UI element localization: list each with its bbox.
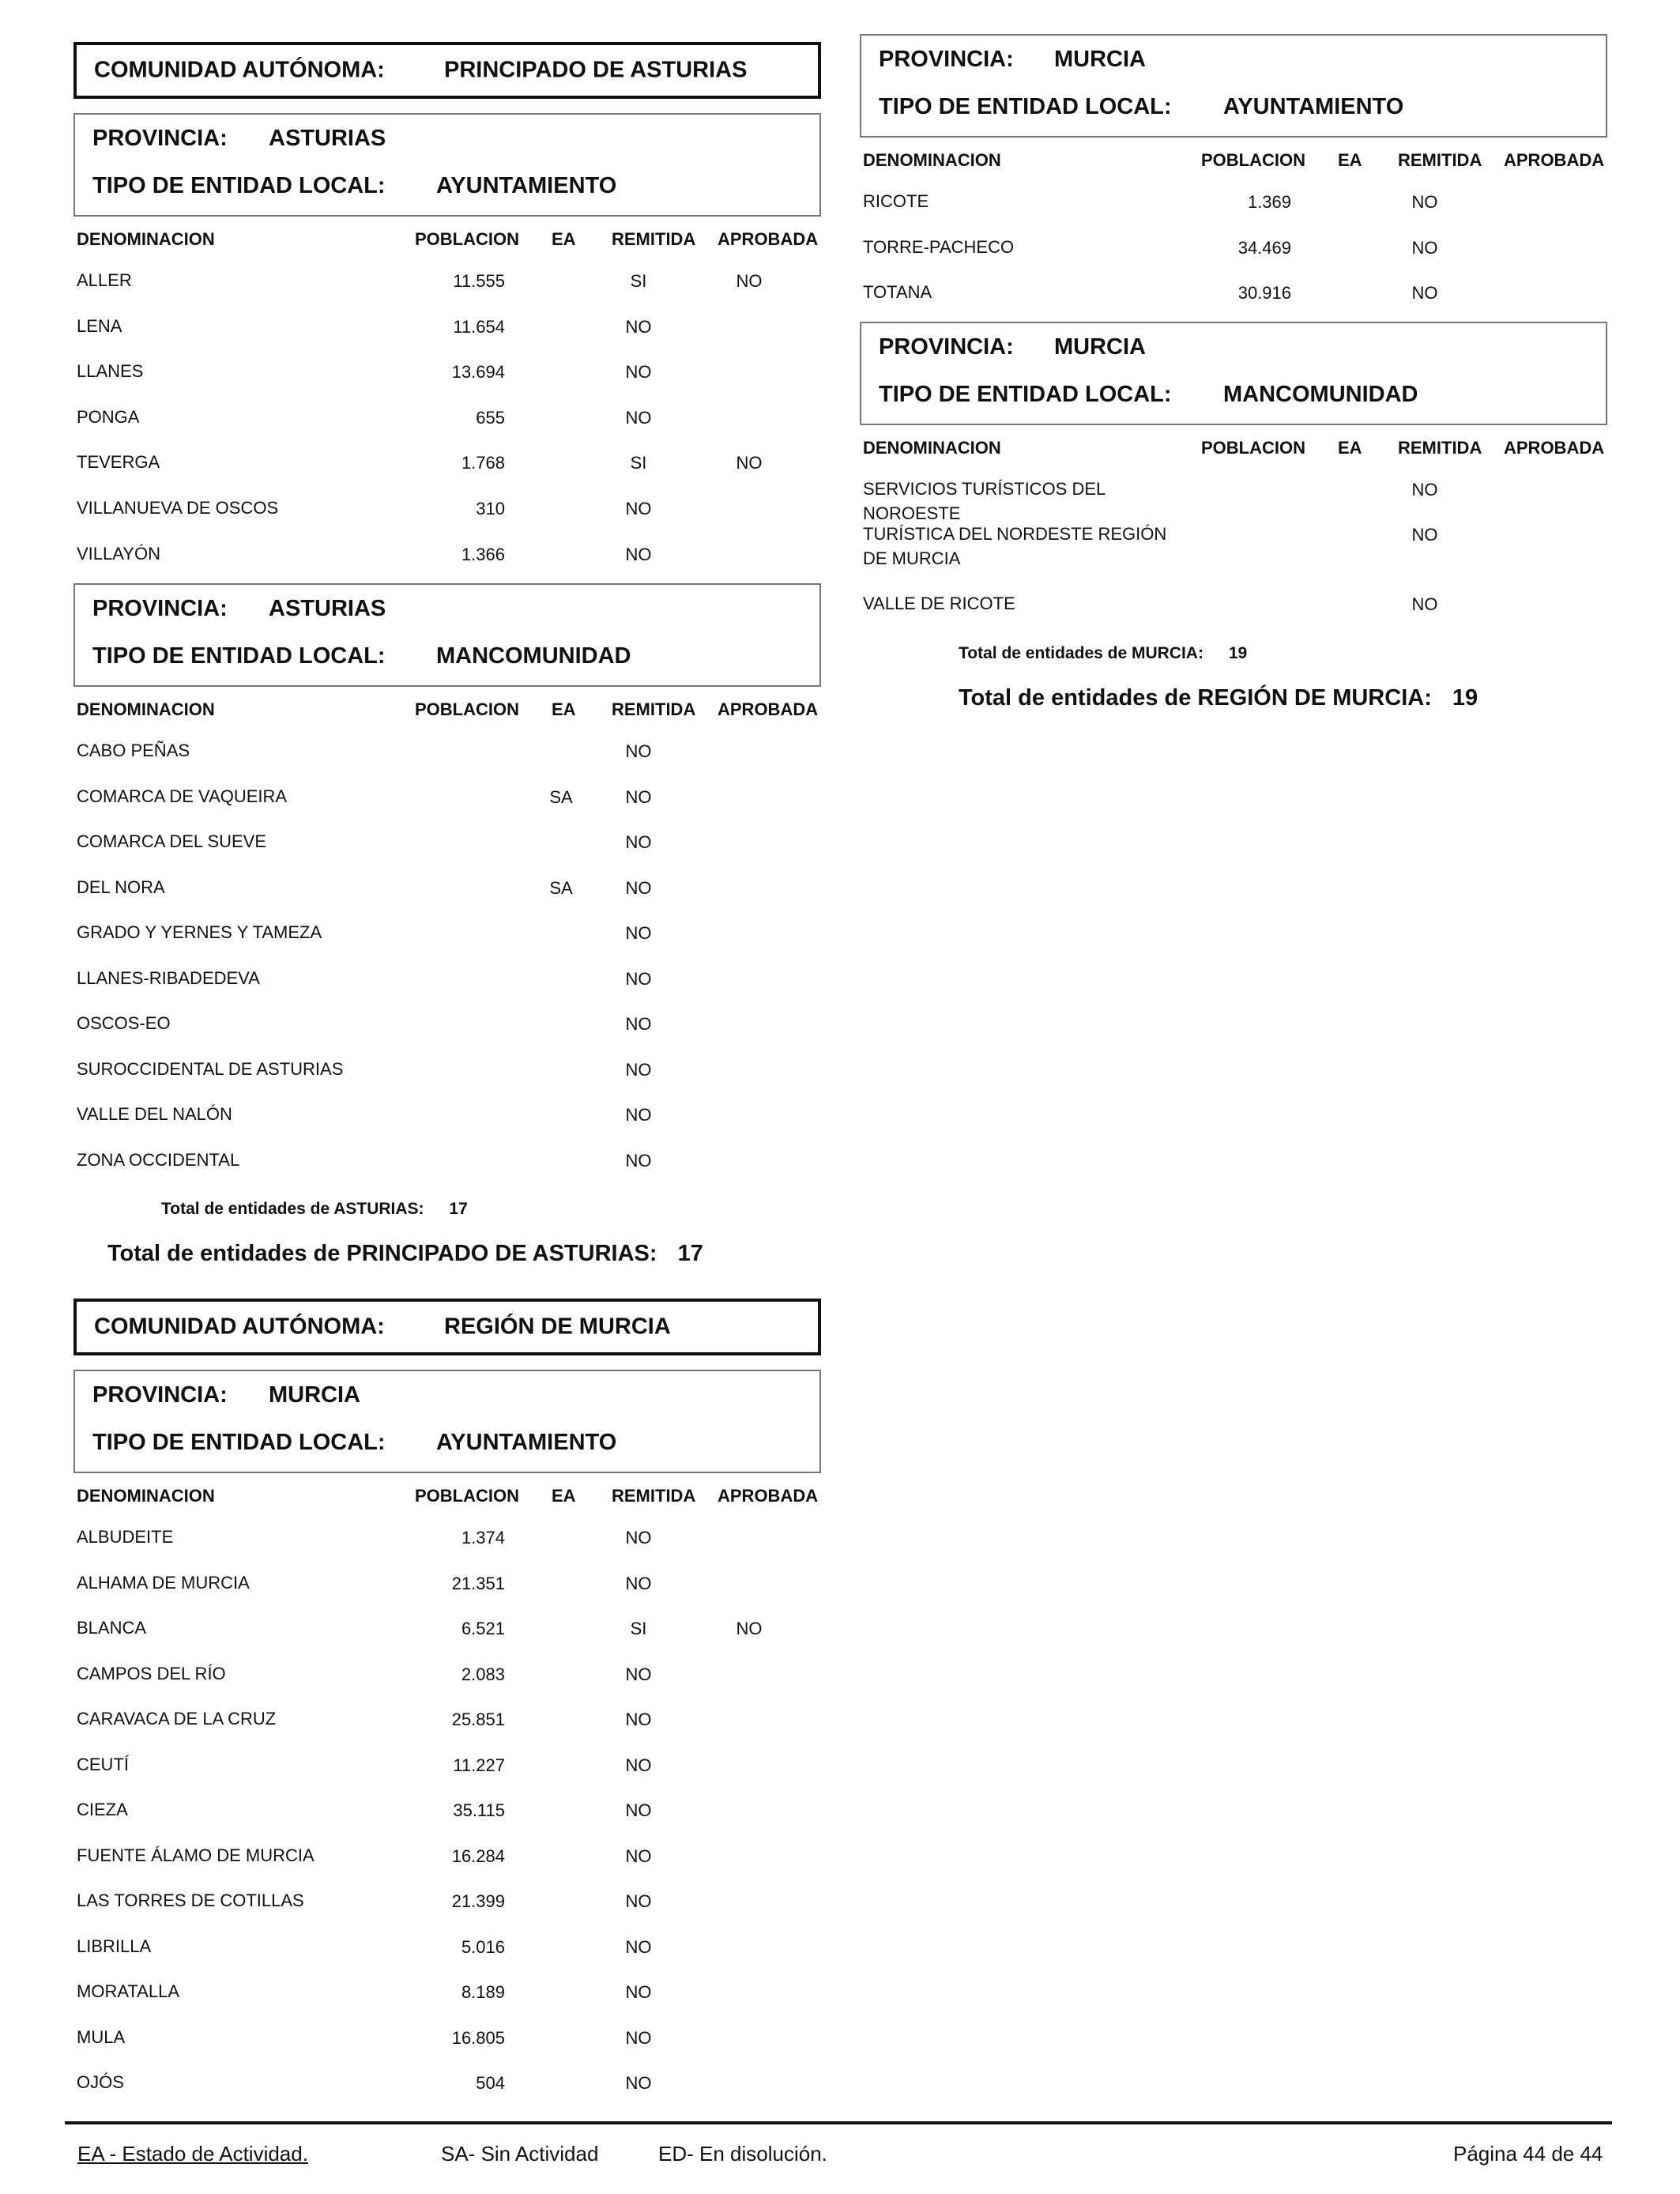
- col-remitida: REMITIDA: [1398, 438, 1482, 458]
- cell-remitida: NO: [625, 877, 652, 898]
- total-comunidad-label: Total de entidades de REGIÓN DE MURCIA:: [959, 685, 1432, 711]
- cell-poblacion: 11.227: [453, 1755, 505, 1775]
- cell-denominacion: TORRE-PACHECO: [863, 236, 1015, 257]
- table-row: [73, 735, 821, 767]
- comunidad-value: PRINCIPADO DE ASTURIAS: [444, 57, 748, 83]
- cell-remitida: NO: [1411, 594, 1438, 614]
- cell-remitida: NO: [625, 1800, 652, 1820]
- cell-poblacion: 21.399: [451, 1891, 505, 1911]
- cell-denominacion: CARAVACA DE LA CRUZ: [77, 1709, 277, 1728]
- cell-remitida: NO: [625, 362, 652, 383]
- col-ea: EA: [552, 699, 576, 719]
- cell-remitida: NO: [625, 544, 652, 564]
- provincia-label: PROVINCIA:: [92, 1382, 228, 1408]
- cell-poblacion: 25.851: [451, 1710, 505, 1729]
- table-row: [73, 781, 821, 812]
- cell-poblacion: 30.916: [1237, 283, 1291, 303]
- cell-remitida: NO: [625, 968, 652, 989]
- total-comunidad: [107, 1241, 703, 1267]
- cell-denominacion: MORATALLA: [77, 1981, 179, 2001]
- provincia-label: PROVINCIA:: [879, 334, 1014, 360]
- provincia-value: MURCIA: [269, 1382, 360, 1408]
- provincia-value: MURCIA: [1054, 47, 1146, 72]
- cell-poblacion: 21.351: [451, 1573, 505, 1593]
- table-row: [860, 518, 1607, 568]
- total-provincia-value: 19: [1228, 644, 1248, 662]
- tipo-value: AYUNTAMIENTO: [436, 173, 617, 198]
- cell-denominacion: ZONA OCCIDENTAL: [77, 1149, 240, 1170]
- provincia-value: ASTURIAS: [269, 126, 386, 151]
- cell-denominacion: LLANES-RIBADEDEVA: [77, 967, 260, 988]
- cell-poblacion: 1.366: [461, 544, 505, 564]
- page-number: Página 44 de 44: [1453, 2142, 1603, 2166]
- cell-denominacion: VILLAYÓN: [77, 543, 160, 564]
- cell-poblacion: 655: [476, 407, 505, 428]
- cell-remitida: NO: [1411, 192, 1438, 212]
- table-row: [73, 963, 821, 994]
- comunidad-box-asturias: [73, 42, 821, 99]
- table-row: [73, 1008, 821, 1039]
- cell-poblacion: 2.083: [461, 1664, 505, 1684]
- table-row: [73, 1658, 821, 1690]
- table-row: [73, 447, 821, 478]
- table-header: [73, 223, 821, 254]
- total-comunidad-label: Total de entidades de PRINCIPADO DE ASTURIAS:: [107, 1241, 657, 1266]
- col-denominacion: DENOMINACION: [77, 229, 215, 249]
- footer-ed-legend: ED- En disolución.: [658, 2142, 827, 2166]
- col-aprobada: APROBADA: [718, 1486, 819, 1506]
- cell-remitida: NO: [625, 2027, 652, 2048]
- cell-remitida: NO: [625, 1936, 652, 1957]
- col-ea: EA: [1338, 150, 1362, 170]
- cell-denominacion: ALLER: [77, 270, 132, 290]
- cell-denominacion: TEVERGA: [77, 452, 160, 473]
- tipo-value: AYUNTAMIENTO: [1223, 94, 1404, 119]
- table-row: [860, 473, 1607, 523]
- footer-divider: [65, 2121, 1612, 2124]
- cell-remitida: NO: [625, 1710, 652, 1729]
- cell-remitida: NO: [625, 1059, 652, 1080]
- cell-remitida: NO: [625, 741, 652, 761]
- cell-remitida: NO: [1411, 525, 1438, 545]
- cell-denominacion: OSCOS-EO: [77, 1013, 171, 1033]
- total-provincia: [161, 1200, 468, 1219]
- cell-remitida: NO: [625, 1105, 652, 1125]
- table-row: [73, 492, 821, 524]
- cell-remitida: NO: [625, 407, 652, 428]
- cell-remitida: NO: [625, 499, 652, 518]
- tipo-value: MANCOMUNIDAD: [1223, 382, 1418, 407]
- col-denominacion: DENOMINACION: [863, 438, 1001, 458]
- table-row: [73, 1612, 821, 1644]
- tipo-label: TIPO DE ENTIDAD LOCAL:: [92, 1430, 386, 1455]
- total-provincia-value: 17: [449, 1200, 468, 1218]
- cell-denominacion: PONGA: [77, 406, 140, 427]
- col-remitida: REMITIDA: [612, 699, 696, 719]
- cell-denominacion: DEL NORA: [77, 876, 165, 897]
- col-poblacion: POBLACION: [415, 229, 519, 249]
- tipo-label: TIPO DE ENTIDAD LOCAL:: [92, 173, 386, 198]
- provincia-box: [73, 1370, 821, 1473]
- cell-remitida: NO: [625, 1891, 652, 1911]
- cell-poblacion: 1.369: [1247, 192, 1291, 212]
- table-row: [860, 277, 1607, 308]
- table-row: [73, 917, 821, 948]
- col-aprobada: APROBADA: [1504, 150, 1605, 170]
- table-row: [73, 1794, 821, 1826]
- cell-remitida: SI: [630, 453, 647, 473]
- cell-denominacion: LLANES: [77, 361, 144, 382]
- col-denominacion: DENOMINACION: [77, 699, 215, 719]
- table-row: [73, 1885, 821, 1917]
- cell-remitida: NO: [625, 1755, 652, 1775]
- col-remitida: REMITIDA: [612, 1486, 696, 1506]
- provincia-box: [860, 322, 1607, 425]
- comunidad-label: COMUNIDAD AUTÓNOMA:: [94, 1314, 385, 1340]
- cell-poblacion: 16.284: [451, 1845, 505, 1866]
- cell-remitida: NO: [1411, 237, 1438, 258]
- table-row: [73, 1703, 821, 1735]
- cell-remitida: NO: [625, 923, 652, 943]
- col-ea: EA: [1338, 438, 1362, 458]
- cell-denominacion: TURÍSTICA DEL NORDESTE REGIÓN DE MURCIA: [863, 524, 1167, 568]
- table-header: [860, 432, 1607, 463]
- cell-denominacion: ALBUDEITE: [77, 1527, 174, 1547]
- provincia-box: [73, 113, 821, 217]
- cell-remitida: NO: [625, 2073, 652, 2093]
- col-poblacion: POBLACION: [415, 699, 519, 719]
- table-row: [73, 1749, 821, 1781]
- cell-ea: SA: [549, 877, 573, 898]
- cell-denominacion: TOTANA: [863, 282, 932, 302]
- comunidad-box-murcia: [73, 1299, 821, 1355]
- provincia-box: [73, 583, 821, 687]
- col-aprobada: APROBADA: [1504, 438, 1605, 458]
- cell-remitida: NO: [625, 786, 652, 807]
- total-comunidad: [959, 685, 1478, 711]
- table-row: [73, 1976, 821, 2007]
- table-row: [860, 588, 1607, 620]
- table-row: [73, 538, 821, 570]
- provincia-box: [860, 34, 1607, 138]
- provincia-value: MURCIA: [1054, 334, 1146, 360]
- cell-denominacion: CAMPOS DEL RÍO: [77, 1663, 226, 1683]
- tipo-label: TIPO DE ENTIDAD LOCAL:: [879, 382, 1172, 407]
- cell-ea: SA: [549, 786, 573, 807]
- cell-poblacion: 310: [476, 499, 505, 518]
- tipo-label: TIPO DE ENTIDAD LOCAL:: [92, 643, 386, 669]
- cell-denominacion: LAS TORRES DE COTILLAS: [77, 1891, 304, 1910]
- cell-remitida: NO: [625, 832, 652, 852]
- total-provincia-label: Total de entidades de ASTURIAS:: [161, 1200, 424, 1218]
- table-row: [73, 401, 821, 433]
- col-poblacion: POBLACION: [1201, 438, 1305, 458]
- cell-remitida: SI: [630, 1619, 647, 1638]
- provincia-label: PROVINCIA:: [879, 47, 1014, 72]
- cell-poblacion: 11.654: [453, 316, 505, 337]
- table-row: [73, 1144, 821, 1176]
- cell-poblacion: 34.469: [1237, 237, 1291, 258]
- cell-remitida: NO: [625, 1150, 652, 1171]
- col-denominacion: DENOMINACION: [77, 1486, 215, 1506]
- cell-poblacion: 13.694: [451, 362, 505, 383]
- col-ea: EA: [552, 229, 576, 249]
- cell-poblacion: 6.521: [461, 1619, 505, 1638]
- tipo-value: MANCOMUNIDAD: [436, 643, 631, 669]
- cell-remitida: SI: [630, 271, 647, 291]
- cell-denominacion: SUROCCIDENTAL DE ASTURIAS: [77, 1058, 344, 1079]
- table-row: [73, 1099, 821, 1130]
- col-remitida: REMITIDA: [1398, 150, 1482, 170]
- table-row: [73, 1054, 821, 1085]
- cell-denominacion: CEUTÍ: [77, 1754, 129, 1774]
- cell-remitida: NO: [625, 1664, 652, 1684]
- table-row: [73, 872, 821, 903]
- table-header: [73, 1480, 821, 1511]
- total-provincia: [959, 644, 1247, 663]
- cell-poblacion: 1.374: [461, 1528, 505, 1547]
- cell-denominacion: MULA: [77, 2026, 126, 2047]
- cell-remitida: NO: [625, 1014, 652, 1034]
- table-header: [73, 693, 821, 725]
- cell-poblacion: 11.555: [453, 271, 505, 291]
- cell-remitida: NO: [1411, 283, 1438, 303]
- table-row: [860, 232, 1607, 263]
- col-ea: EA: [552, 1486, 576, 1506]
- cell-remitida: NO: [625, 316, 652, 337]
- cell-remitida: NO: [625, 1982, 652, 2002]
- provincia-label: PROVINCIA:: [92, 126, 228, 151]
- footer-sa-legend: SA- Sin Actividad: [441, 2142, 599, 2166]
- cell-remitida: NO: [625, 1573, 652, 1593]
- table-row: [73, 311, 821, 342]
- table-row: [73, 2067, 821, 2098]
- col-denominacion: DENOMINACION: [863, 150, 1001, 170]
- col-poblacion: POBLACION: [1201, 150, 1305, 170]
- footer-ea-legend: EA - Estado de Actividad.: [77, 2142, 308, 2166]
- cell-denominacion: ALHAMA DE MURCIA: [77, 1572, 250, 1593]
- tipo-value: AYUNTAMIENTO: [436, 1430, 617, 1455]
- cell-denominacion: VILLANUEVA DE OSCOS: [77, 498, 279, 518]
- total-provincia-label: Total de entidades de MURCIA:: [959, 644, 1203, 662]
- col-remitida: REMITIDA: [612, 229, 696, 249]
- tipo-label: TIPO DE ENTIDAD LOCAL:: [879, 94, 1172, 119]
- cell-denominacion: OJÓS: [77, 2072, 124, 2092]
- col-poblacion: POBLACION: [415, 1486, 519, 1506]
- cell-denominacion: LIBRILLA: [77, 1936, 152, 1956]
- table-row: [73, 1931, 821, 1962]
- total-comunidad-value: 19: [1452, 685, 1478, 711]
- col-aprobada: APROBADA: [718, 229, 819, 249]
- table-row: [860, 186, 1607, 217]
- cell-poblacion: 504: [476, 2073, 505, 2093]
- cell-denominacion: CIEZA: [77, 1800, 128, 1819]
- cell-aprobada: NO: [736, 453, 763, 473]
- cell-aprobada: NO: [736, 271, 763, 291]
- cell-denominacion: RICOTE: [863, 191, 929, 211]
- total-comunidad-value: 17: [677, 1241, 703, 1266]
- table-row: [73, 265, 821, 296]
- cell-denominacion: BLANCA: [77, 1618, 147, 1638]
- cell-denominacion: CABO PEÑAS: [77, 741, 190, 760]
- cell-poblacion: 1.768: [461, 453, 505, 473]
- cell-poblacion: 16.805: [451, 2027, 505, 2048]
- table-row: [73, 1567, 821, 1599]
- cell-remitida: NO: [625, 1845, 652, 1866]
- cell-denominacion: COMARCA DEL SUEVE: [77, 831, 267, 851]
- cell-denominacion: VALLE DE RICOTE: [863, 594, 1015, 613]
- comunidad-label: COMUNIDAD AUTÓNOMA:: [94, 57, 385, 83]
- table-row: [73, 1840, 821, 1872]
- cell-denominacion: COMARCA DE VAQUEIRA: [77, 786, 288, 806]
- cell-poblacion: 5.016: [461, 1936, 505, 1957]
- cell-denominacion: FUENTE ÁLAMO DE MURCIA: [77, 1845, 315, 1865]
- cell-remitida: NO: [625, 1528, 652, 1547]
- cell-poblacion: 8.189: [461, 1982, 505, 2002]
- provincia-value: ASTURIAS: [269, 596, 386, 621]
- table-header: [860, 144, 1607, 175]
- provincia-label: PROVINCIA:: [92, 596, 228, 621]
- table-row: [73, 2022, 821, 2053]
- cell-remitida: NO: [1411, 480, 1438, 499]
- cell-denominacion: SERVICIOS TURÍSTICOS DEL NOROESTE: [863, 479, 1106, 523]
- table-row: [73, 1521, 821, 1553]
- cell-denominacion: GRADO Y YERNES Y TAMEZA: [77, 922, 322, 942]
- comunidad-value: REGIÓN DE MURCIA: [444, 1314, 671, 1340]
- table-row: [73, 826, 821, 858]
- cell-poblacion: 35.115: [453, 1800, 505, 1820]
- cell-denominacion: LENA: [77, 315, 122, 336]
- col-aprobada: APROBADA: [718, 699, 819, 719]
- table-row: [73, 356, 821, 387]
- cell-denominacion: VALLE DEL NALÓN: [77, 1104, 232, 1124]
- cell-aprobada: NO: [736, 1619, 763, 1638]
